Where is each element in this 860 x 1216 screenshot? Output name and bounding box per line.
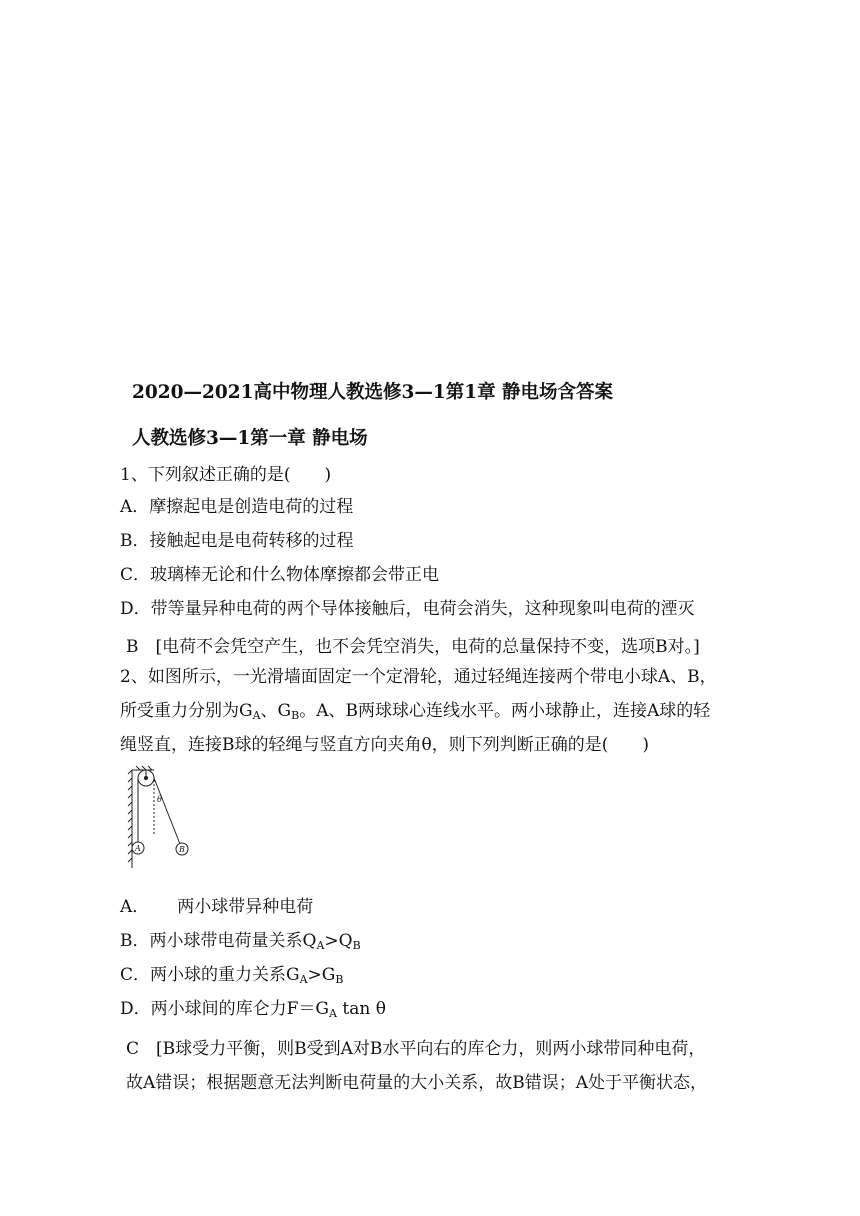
question-2-option-d: D．两小球间的库仑力$F=G_A$ tan θ [120,999,386,1020]
question-1-option-c: C．玻璃棒无论和什么物体摩擦都会带正电 [120,565,440,585]
question-1-answer: B [电荷不会凭空产生，也不会凭空消失，电荷的总量保持不变，选项B对。] [126,637,700,657]
ball-b [176,843,188,855]
ball-a-label: A [135,844,141,853]
question-1-stem: 1、下列叙述正确的是( ) [120,465,332,485]
question-2-option-a: A． 两小球带异种电荷 [120,897,314,917]
chapter-heading: 人教选修3—1第一章 静电场 [132,428,368,449]
theta-label: θ [157,795,162,804]
question-2-answer-line-1: C [B球受力平衡，则B受到A对B水平向右的库仑力，则两小球带同种电荷， [126,1039,706,1059]
ball-a [132,842,144,854]
question-2-answer-line-2: 故A错误；根据题意无法判断电荷量的大小关系，故B错误；A处于平衡状态， [126,1073,708,1093]
question-2-stem-line-2: 所受重力分别为$G_A$、$G_B$。A、B两球球心连线水平。两小球静止，连接A球的轻 [120,701,711,722]
question-1-option-d: D．带等量异种电荷的两个导体接触后，电荷会消失，这种现象叫电荷的湮灭 [120,599,695,619]
question-1-option-b: B．接触起电是电荷转移的过程 [120,531,354,551]
document-title: 2020—2021高中物理人教选修3—1第1章 静电场含答案 [132,382,614,403]
question-2-option-b: B．两小球带电荷量关系$Q_A>Q_B$ [120,931,361,952]
question-2-option-c: C．两小球的重力关系$G_A>G_B$ [120,965,344,986]
question-2-stem-line-3: 绳竖直，连接B球的轻绳与竖直方向夹角θ，则下列判断正确的是( ) [120,735,649,755]
question-2-stem-line-1: 2、如图所示，一光滑墙面固定一个定滑轮，通过轻绳连接两个带电小球A、B， [120,667,717,687]
pulley-diagram [124,764,196,872]
ball-b-label: B [179,845,185,854]
question-1-option-a: A．摩擦起电是创造电荷的过程 [120,497,354,517]
